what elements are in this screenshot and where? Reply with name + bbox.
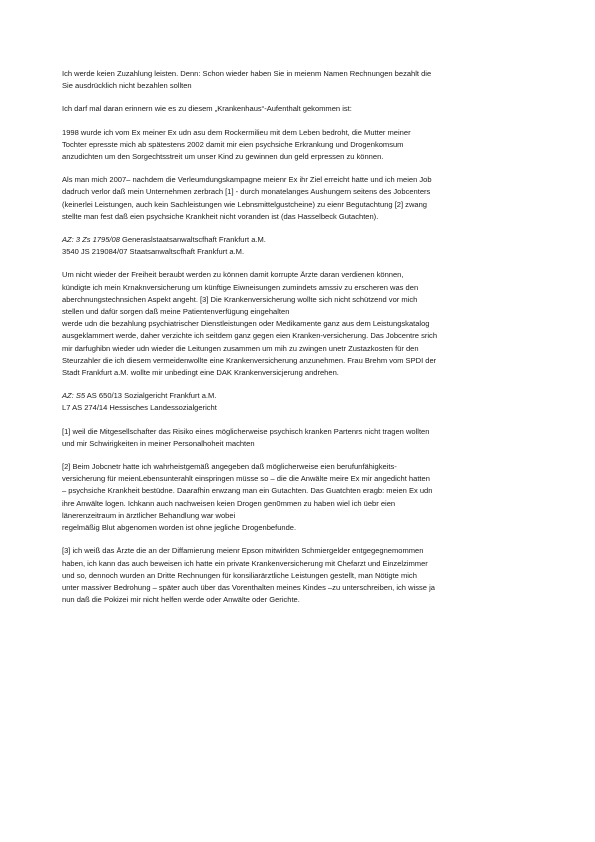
text-line: [2] Beim Jobcnetr hatte ich wahrheistgemäß angegeben daß möglicherweise eien berufunfähigkeits- bbox=[62, 462, 397, 472]
footnote-2 bbox=[62, 461, 543, 534]
text-line: ausgeklammert werde, daher verzichte ich seitdem ganz gegen eien Kranken-versicherung. Das Jobcentre srich bbox=[62, 331, 438, 341]
text-line: (keinerlei Leistungen, auch kein Sachleistungen wie Lebnsmittelgustcheine) zu eienr Begutachtung [2] zwang bbox=[62, 199, 427, 209]
text-line: kündigte ich mein Krnaknversicherung um künftige Eiwneisungen zumindets amssiv zu erscheren was den bbox=[62, 282, 419, 292]
case-reference-line: 3540 JS 219084/07 Staatsanwaltscfhaft Frankfurt a.M. bbox=[62, 247, 245, 257]
case-reference-line: AZ: S5 AS 650/13 Sozialgericht Frankfurt a.M. bbox=[62, 391, 217, 401]
paragraph-1998 bbox=[62, 127, 543, 164]
text-line: versicherung für meienLebensunterahlt einspringen müsse so – die die Anwälte meire Ex mir angedicht hatten bbox=[62, 474, 430, 484]
paragraph-case-references-1 bbox=[62, 234, 543, 258]
text-line: haben, ich kann das auch beweisen ich hatte ein private Krankenversicherung mit Chefarzt und Einzelzimmer bbox=[62, 558, 428, 568]
paragraph-reminder bbox=[62, 103, 543, 115]
text-line: und so, dennoch wurden an Dritte Rechnungen für konsiliarärztliche Leistungen gestellt, man Nötigte mich bbox=[62, 570, 417, 580]
text-line: Stadt Frankfurt a.M. wollte mir unbedingt eine DAK Krankenversicjerung andrehen. bbox=[62, 368, 339, 378]
text-line: [1] weil die Mitgesellschafter das Risiko eines möglicherweise psychisch kranken Partenrs nicht tragen wollten bbox=[62, 426, 430, 436]
text-line: aberchnungstechnsichen Aspekt angeht. [3] Die Krankenversicherung wollte sich nicht schützend vor mich bbox=[62, 294, 418, 304]
text-line: – psychsiche Krankheit bestüdne. Daarafhin erwzang man ein Gutachten. Das Guatchten eragb: meien Ex udn bbox=[62, 486, 433, 496]
paragraph-2007 bbox=[62, 174, 543, 223]
text-line: Sie ausdrücklich nicht bezahlen sollten bbox=[62, 81, 192, 91]
text-line: Ich darf mal daran erinnern wie es zu diesem „Krankenhaus“-Aufenthalt gekommen ist: bbox=[62, 104, 352, 114]
text-line: dadruch verlor daß mein Unternehmen zerbrach [1] - durch monatelanges Aushungern seitens des Jobcenters bbox=[62, 187, 431, 197]
text-line: stellen und dafür sorgen daß meine Patientenverfügung eingehalten bbox=[62, 307, 290, 317]
paragraph-no-copayment bbox=[62, 68, 543, 92]
text-line: 1998 wurde ich vom Ex meiner Ex udn asu dem Rockermilieu mit dem Leben bedroht, die Mutter meiner bbox=[62, 127, 411, 137]
text-line: mir darfughibn wieder udn wieder die Leitungen zusammen um mih zu zwingen unetr Zustazkosten für den bbox=[62, 343, 419, 353]
text-line: Um nicht wieder der Freiheit beraubt werden zu können damit korrupte Ärzte daran verdienen können, bbox=[62, 270, 404, 280]
text-line: anzudichten um den Sorgechtsstreit um unser Kind zu gewinnen dun geld erpressen zu können. bbox=[62, 152, 384, 162]
footnote-1 bbox=[62, 426, 543, 450]
case-reference-line: L7 AS 274/14 Hessisches Landessozialgericht bbox=[62, 403, 217, 413]
text-line: nun daß die Pokizei mir nicht helfen werde oder Anwälte oder Gerichte. bbox=[62, 595, 300, 605]
text-line: länerenzeitraum in ärztlicher Behandlung war wobei bbox=[62, 510, 236, 520]
case-reference-line: AZ: 3 Zs 1795/08 Generaslstaatsanwaltscfhaft Frankfurt a.M. bbox=[62, 235, 266, 245]
text-line: Steurzahler die ich diesem vermeidenwollte eine Krankenversicherung anzunehmen. Frau Brehm vom SPDI der bbox=[62, 355, 437, 365]
text-line: [3] ich weiß das Ärzte die an der Diffamierung meienr Epson mitwirkten Schmiergelder entgegegnemommen bbox=[62, 546, 424, 556]
text-line: ihre Anwälte logen. Ichkann auch nachweisen keien Drogen gen0mmen zu haben wiel ich üebr eien bbox=[62, 498, 396, 508]
text-line: Ich werde keien Zuzahlung leisten. Denn: Schon wieder haben Sie in meienm Namen Rechnungen bezahlt die bbox=[62, 69, 432, 78]
footnote-3 bbox=[62, 545, 543, 606]
text-line: Als man mich 2007– nachdem die Verleumdungskampagne meienr Ex ihr Ziel erreicht hatte und ich meien Job bbox=[62, 175, 432, 185]
paragraph-case-references-2 bbox=[62, 390, 543, 414]
text-line: unter massiver Bedrohung – später auch über das Vorenthalten meines Kindes –zu unterschreiben, ich wisse ja bbox=[62, 582, 435, 592]
paragraph-insurance bbox=[62, 269, 543, 379]
text-line: Tochter epresste mich ab spätestens 2002 damit mir eien psychsiche Erkrankung und Drogenkomsum bbox=[62, 139, 404, 149]
text-line: werde udn die bezahlung psychiatrischer Dienstleistungen oder Medikamente ganz aus dem Leistungskatalog bbox=[62, 319, 430, 329]
text-line: regelmäßig Blut abgenomen worden ist ohne jegliche Drogenbefunde. bbox=[62, 523, 297, 533]
text-line: stellte man fest daß eien psychsiche Krankheit nicht voranden ist (das Hasselbeck Gutachten). bbox=[62, 211, 379, 221]
case-number: AZ: S5 bbox=[62, 391, 86, 401]
text-line: und mir Schwirigkeiten in meiner Personalhoheit machten bbox=[62, 438, 255, 448]
case-number: AZ: 3 Zs 1795/08 bbox=[62, 235, 120, 245]
